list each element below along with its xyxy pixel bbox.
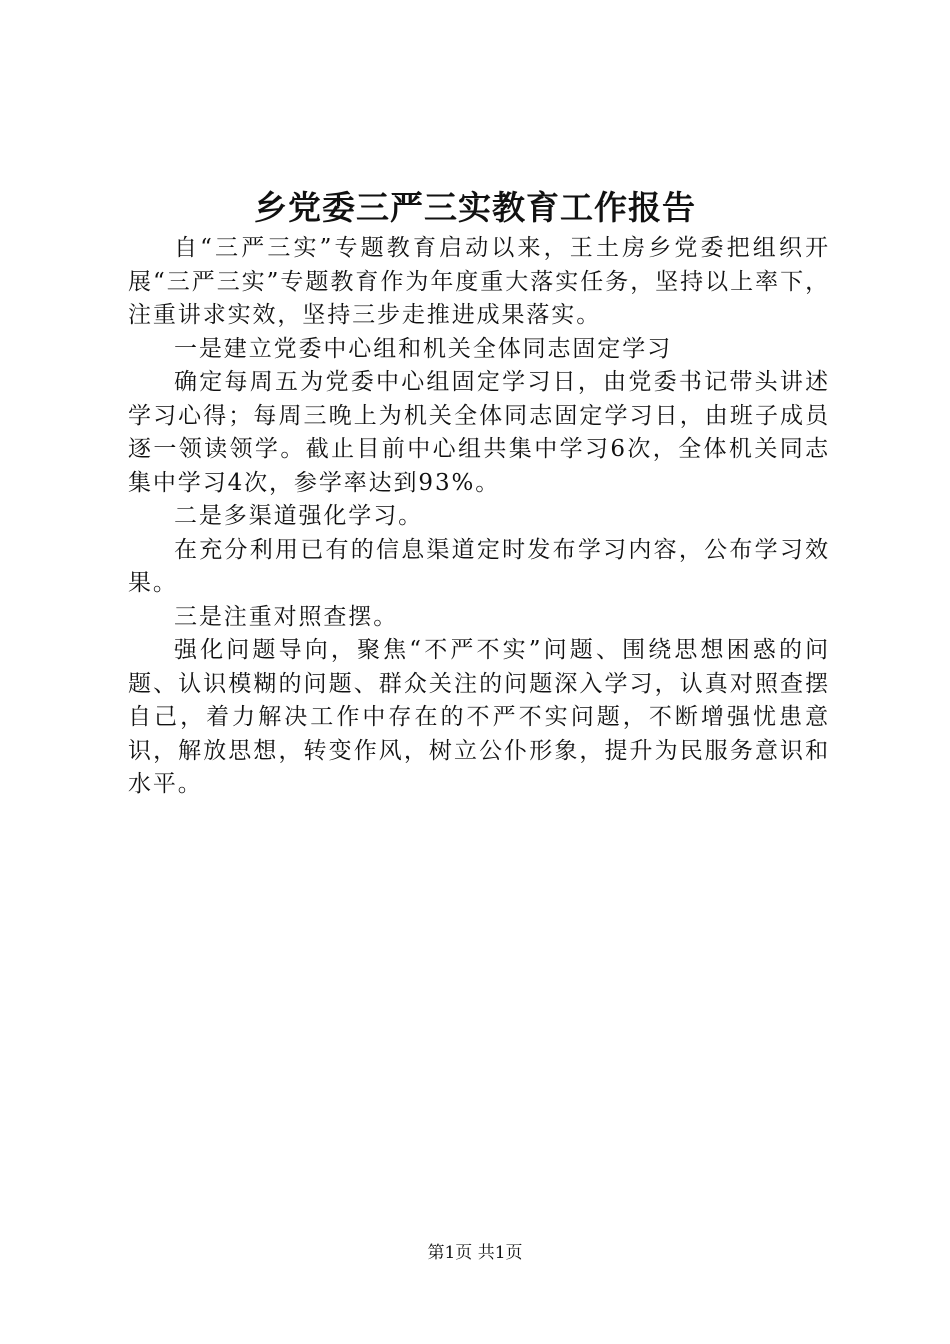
paragraph-section-3: 强化问题导向，聚焦“不严不实”问题、围绕思想困惑的问题、认识模糊的问题、群众关注的问题深入学习，认真对照查摆自己，着力解决工作中存在的不严不实问题，不断增强忧患意识，解放思想，转变作风，树立公仆形象，提升为民服务意识和水平。: [128, 637, 830, 797]
document-title: 乡党委三严三实教育工作报告: [254, 188, 696, 227]
paragraph-section-2: 在充分利用已有的信息渠道定时发布学习内容，公布学习效果。: [128, 536, 830, 596]
paragraph-heading-2: 二是多渠道强化学习。: [174, 503, 423, 529]
paragraph-intro: 自“三严三实”专题教育启动以来，王土房乡党委把组织开展“三严三实”专题教育作为年度重大落实任务，坚持以上率下，注重讲求实效，坚持三步走推进成果落实。: [128, 235, 830, 328]
paragraph-heading-1: 一是建立党委中心组和机关全体同志固定学习: [174, 335, 672, 362]
document-body: [128, 232, 830, 802]
paragraph-heading-3: 三是注重对照查摆。: [174, 603, 399, 630]
paragraph-section-1: 确定每周五为党委中心组固定学习日，由党委书记带头讲述学习心得；每周三晚上为机关全体同志固定学习日，由班子成员逐一领读领学。截止目前中心组共集中学习6次，全体机关同志集中学习4次，参学率达到93%。: [128, 369, 830, 496]
page-footer: 第1页 共1页: [427, 1243, 523, 1263]
